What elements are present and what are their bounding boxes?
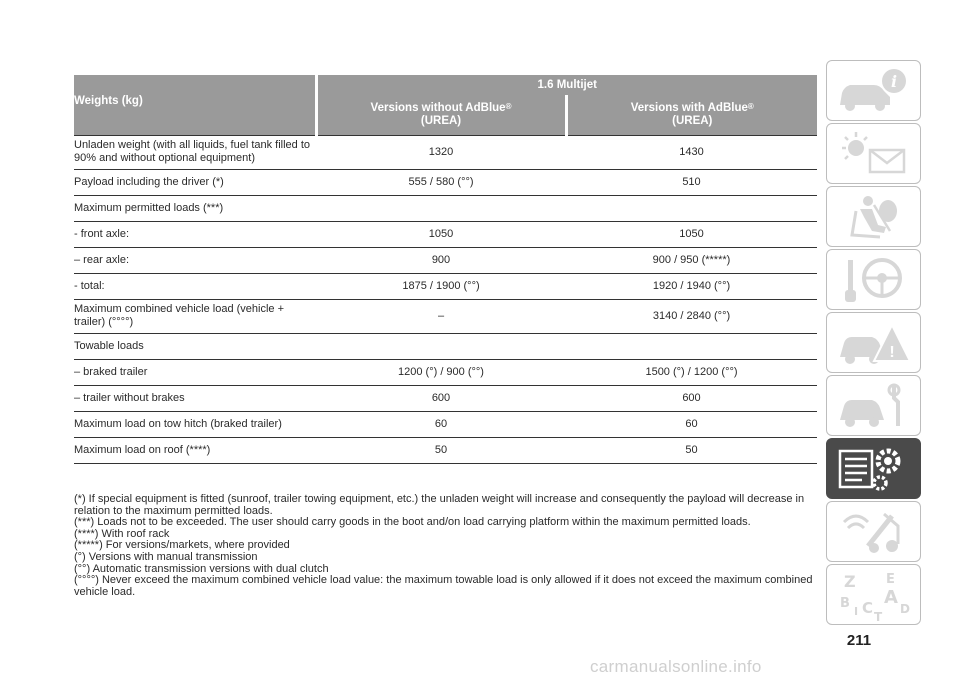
row-label: – rear axle: (74, 247, 316, 273)
table-body (74, 135, 817, 463)
value-with-adblue: 1920 / 1940 (°°) (566, 273, 817, 299)
watermark: carmanualsonline.info (590, 657, 762, 676)
value-without-adblue: 1320 (316, 135, 566, 169)
table-row (74, 273, 817, 299)
tab-maintenance[interactable] (826, 375, 921, 436)
alphabetical-index-icon (834, 569, 914, 621)
tab-starting-driving[interactable] (826, 249, 921, 310)
row-label: Unladen weight (with all liquids, fuel tank filled to 90% and without optional equipment) (74, 135, 316, 169)
value-without-adblue: 1875 / 1900 (°°) (316, 273, 566, 299)
value-with-adblue: 1050 (566, 221, 817, 247)
footnotes (74, 494, 819, 598)
row-label: Payload including the driver (*) (74, 169, 316, 195)
value-without-adblue: 50 (316, 437, 566, 463)
index-letter: I (853, 604, 858, 618)
header-corner (74, 75, 316, 95)
tab-safety[interactable] (826, 186, 921, 247)
weights-header: Weights (kg) (74, 95, 316, 135)
value-with-adblue: 60 (566, 411, 817, 437)
value-with-adblue (566, 195, 817, 221)
footnote: (***) Loads not to be exceeded. The user should carry goods in the boot and/on load carrying platform within the maximum permitted loads. (74, 516, 751, 529)
value-without-adblue: 1050 (316, 221, 566, 247)
page-number: 211 (846, 632, 872, 649)
engine-header: 1.6 Multijet (316, 75, 817, 95)
value-with-adblue: 510 (566, 169, 817, 195)
svg-text:i: i (890, 71, 897, 91)
value-with-adblue: 50 (566, 437, 817, 463)
multimedia-music-icon (834, 506, 914, 558)
technical-data-gear-icon (834, 443, 914, 495)
table-row (74, 359, 817, 385)
value-with-adblue: 1430 (566, 135, 817, 169)
emergency-breakdown-icon (834, 317, 914, 369)
footnote: (****) With roof rack (74, 527, 170, 540)
table-row (74, 221, 817, 247)
key-steering-wheel-icon (834, 254, 914, 306)
index-letter: B (839, 595, 850, 611)
tab-index[interactable] (826, 564, 921, 625)
value-with-adblue: 600 (566, 385, 817, 411)
weights-table (74, 75, 817, 464)
row-label: – braked trailer (74, 359, 316, 385)
tab-warning-lights[interactable] (826, 123, 921, 184)
table-row (74, 195, 817, 221)
value-with-adblue: 3140 / 2840 (°°) (566, 299, 817, 333)
table-row (74, 411, 817, 437)
index-letter: E (885, 571, 895, 587)
row-label: Maximum load on tow hitch (braked trailer) (74, 411, 316, 437)
row-label: – trailer without brakes (74, 385, 316, 411)
table-row (74, 169, 817, 195)
table-header-top (74, 75, 817, 95)
table-header-sub (74, 95, 817, 135)
airbag-safety-icon (834, 191, 914, 243)
footnote: (°) Versions with manual transmission (74, 550, 258, 563)
tab-technical-data[interactable] (826, 438, 921, 499)
row-label: Maximum combined vehicle load (vehicle + trailer) (°°°°) (74, 299, 316, 333)
row-label: Maximum permitted loads (***) (74, 195, 316, 221)
row-label: - front axle: (74, 221, 316, 247)
footnote: (*) If special equipment is fitted (sunroof, trailer towing equipment, etc.) the unladen weight will increase and consequently the payload will decrease in relation to the maximum permitted loads. (74, 493, 805, 517)
warning-light-message-icon (834, 128, 914, 180)
tab-multimedia[interactable] (826, 501, 921, 562)
table-row (74, 299, 817, 333)
value-without-adblue (316, 195, 566, 221)
row-label: Towable loads (74, 333, 316, 359)
table-row (74, 333, 817, 359)
index-letter: T (873, 609, 882, 621)
table-row (74, 437, 817, 463)
value-without-adblue: 555 / 580 (°°) (316, 169, 566, 195)
footnote: (°°°°) Never exceed the maximum combined vehicle load value: the maximum towable load is only allowed if it does not exceed the maximum combined vehicle load. (74, 574, 813, 598)
row-label: Maximum load on roof (****) (74, 437, 316, 463)
value-with-adblue: 1500 (°) / 1200 (°°) (566, 359, 817, 385)
tab-car-info[interactable] (826, 60, 921, 121)
index-letter: D (899, 601, 910, 616)
value-without-adblue: 60 (316, 411, 566, 437)
car-info-icon (834, 65, 914, 117)
table-row (74, 247, 817, 273)
value-without-adblue: 1200 (°) / 900 (°°) (316, 359, 566, 385)
value-without-adblue: 600 (316, 385, 566, 411)
index-letter: Z (843, 571, 856, 591)
value-without-adblue (316, 333, 566, 359)
row-label: - total: (74, 273, 316, 299)
footnote: (*****) For versions/markets, where provided (74, 539, 290, 552)
value-without-adblue: 900 (316, 247, 566, 273)
index-letter: A (883, 586, 898, 608)
value-with-adblue (566, 333, 817, 359)
footnote: (°°) Automatic transmission versions with dual clutch (74, 562, 329, 575)
col-header-without-adblue: Versions without AdBlue® (UREA) (316, 95, 566, 135)
car-maintenance-icon (834, 380, 914, 432)
index-letter: C (861, 598, 873, 617)
tab-emergency[interactable] (826, 312, 921, 373)
value-without-adblue: – (316, 299, 566, 333)
table-row (74, 385, 817, 411)
value-with-adblue: 900 / 950 (*****) (566, 247, 817, 273)
svg-text:!: ! (888, 343, 895, 361)
col-header-with-adblue: Versions with AdBlue® (UREA) (566, 95, 817, 135)
table-row (74, 135, 817, 169)
